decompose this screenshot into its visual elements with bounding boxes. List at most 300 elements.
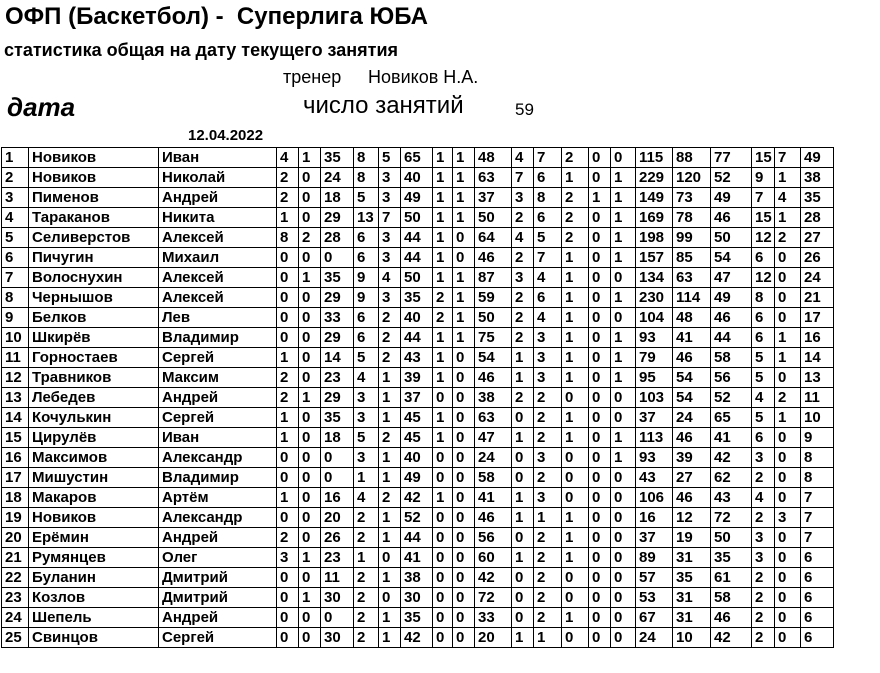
stat-cell[interactable]: 1 [611,428,636,448]
stat-cell[interactable]: 0 [299,608,321,628]
stat-cell[interactable]: 0 [775,548,801,568]
stat-cell[interactable]: 2 [512,248,534,268]
stat-cell[interactable]: 30 [321,588,354,608]
stat-cell[interactable]: 0 [775,368,801,388]
row-number-cell[interactable]: 4 [2,208,29,228]
stat-cell[interactable]: 1 [433,228,453,248]
stat-cell[interactable]: 0 [775,268,801,288]
stat-cell[interactable]: 0 [611,568,636,588]
row-number-cell[interactable]: 8 [2,288,29,308]
stat-cell[interactable]: 44 [401,248,433,268]
row-number-cell[interactable]: 21 [2,548,29,568]
stat-cell[interactable]: 3 [354,448,379,468]
stat-cell[interactable]: 43 [401,348,433,368]
stat-cell[interactable]: 35 [321,408,354,428]
stat-cell[interactable]: 2 [775,388,801,408]
last-name-cell[interactable]: Волоснухин [29,268,159,288]
stat-cell[interactable]: 2 [534,548,562,568]
row-number-cell[interactable]: 5 [2,228,29,248]
stat-cell[interactable]: 0 [433,548,453,568]
stat-cell[interactable]: 0 [775,488,801,508]
stat-cell[interactable]: 79 [636,348,673,368]
stat-cell[interactable]: 41 [711,428,752,448]
stat-cell[interactable]: 12 [752,228,775,248]
stat-cell[interactable]: 0 [453,388,475,408]
stat-cell[interactable]: 0 [589,228,611,248]
stat-cell[interactable]: 0 [775,568,801,588]
last-name-cell[interactable]: Цирулёв [29,428,159,448]
stat-cell[interactable]: 1 [534,628,562,648]
last-name-cell[interactable]: Горностаев [29,348,159,368]
last-name-cell[interactable]: Максимов [29,448,159,468]
stat-cell[interactable]: 61 [711,568,752,588]
stat-cell[interactable]: 0 [453,488,475,508]
stat-cell[interactable]: 0 [562,628,589,648]
stat-cell[interactable]: 49 [401,468,433,488]
stat-cell[interactable]: 39 [401,368,433,388]
stat-cell[interactable]: 52 [711,168,752,188]
stat-cell[interactable]: 7 [512,168,534,188]
stat-cell[interactable]: 48 [673,308,711,328]
stat-cell[interactable]: 4 [354,488,379,508]
stat-cell[interactable]: 114 [673,288,711,308]
stat-cell[interactable]: 1 [379,568,401,588]
stat-cell[interactable]: 65 [401,148,433,168]
stat-cell[interactable]: 9 [354,268,379,288]
stat-cell[interactable]: 0 [321,248,354,268]
stat-cell[interactable]: 3 [534,368,562,388]
stat-cell[interactable]: 44 [401,228,433,248]
stat-cell[interactable]: 31 [673,608,711,628]
stat-cell[interactable]: 1 [512,428,534,448]
stat-cell[interactable]: 0 [321,608,354,628]
stat-cell[interactable]: 50 [475,208,512,228]
stat-cell[interactable]: 9 [354,288,379,308]
stat-cell[interactable]: 1 [453,328,475,348]
stat-cell[interactable]: 1 [453,188,475,208]
stat-cell[interactable]: 0 [775,628,801,648]
stat-cell[interactable]: 58 [475,468,512,488]
stat-cell[interactable]: 0 [589,288,611,308]
stat-cell[interactable]: 0 [775,468,801,488]
stat-cell[interactable]: 2 [433,308,453,328]
stat-cell[interactable]: 2 [752,568,775,588]
stat-cell[interactable]: 24 [636,628,673,648]
stat-cell[interactable]: 0 [379,588,401,608]
stat-cell[interactable]: 8 [277,228,299,248]
stat-cell[interactable]: 6 [752,248,775,268]
stat-cell[interactable]: 6 [801,608,834,628]
last-name-cell[interactable]: Селиверстов [29,228,159,248]
stat-cell[interactable]: 2 [433,288,453,308]
stat-cell[interactable]: 0 [589,388,611,408]
stat-cell[interactable]: 75 [475,328,512,348]
stat-cell[interactable]: 0 [512,528,534,548]
stat-cell[interactable]: 29 [321,328,354,348]
stat-cell[interactable]: 1 [562,428,589,448]
row-number-cell[interactable]: 16 [2,448,29,468]
stat-cell[interactable]: 44 [401,328,433,348]
first-name-cell[interactable]: Алексей [159,228,277,248]
stat-cell[interactable]: 2 [277,188,299,208]
last-name-cell[interactable]: Белков [29,308,159,328]
stat-cell[interactable]: 2 [512,308,534,328]
stat-cell[interactable]: 0 [277,608,299,628]
stat-cell[interactable]: 35 [401,288,433,308]
stat-cell[interactable]: 15 [752,208,775,228]
stat-cell[interactable]: 52 [401,508,433,528]
stat-cell[interactable]: 0 [589,248,611,268]
stat-cell[interactable]: 4 [752,388,775,408]
stat-cell[interactable]: 0 [512,468,534,488]
stat-cell[interactable]: 0 [589,628,611,648]
stat-cell[interactable]: 2 [562,148,589,168]
last-name-cell[interactable]: Буланин [29,568,159,588]
stat-cell[interactable]: 6 [801,568,834,588]
first-name-cell[interactable]: Артём [159,488,277,508]
stat-cell[interactable]: 1 [379,368,401,388]
row-number-cell[interactable]: 14 [2,408,29,428]
row-number-cell[interactable]: 12 [2,368,29,388]
stat-cell[interactable]: 2 [562,208,589,228]
stat-cell[interactable]: 46 [475,248,512,268]
stat-cell[interactable]: 198 [636,228,673,248]
stat-cell[interactable]: 38 [401,568,433,588]
stat-cell[interactable]: 5 [354,188,379,208]
stat-cell[interactable]: 1 [512,628,534,648]
stat-cell[interactable]: 35 [321,148,354,168]
stat-cell[interactable]: 2 [562,188,589,208]
stat-cell[interactable]: 37 [475,188,512,208]
row-number-cell[interactable]: 7 [2,268,29,288]
stat-cell[interactable]: 60 [475,548,512,568]
stat-cell[interactable]: 54 [673,368,711,388]
stat-cell[interactable]: 7 [775,148,801,168]
stat-cell[interactable]: 1 [277,348,299,368]
stat-cell[interactable]: 1 [562,368,589,388]
first-name-cell[interactable]: Андрей [159,528,277,548]
stat-cell[interactable]: 1 [775,328,801,348]
stat-cell[interactable]: 2 [534,528,562,548]
row-number-cell[interactable]: 10 [2,328,29,348]
stat-cell[interactable]: 1 [433,188,453,208]
stat-cell[interactable]: 0 [453,248,475,268]
stat-cell[interactable]: 1 [379,528,401,548]
stat-cell[interactable]: 87 [475,268,512,288]
stat-cell[interactable]: 1 [775,408,801,428]
stat-cell[interactable]: 2 [534,428,562,448]
stat-cell[interactable]: 6 [752,308,775,328]
stat-cell[interactable]: 1 [299,388,321,408]
stat-cell[interactable]: 15 [752,148,775,168]
stat-cell[interactable]: 1 [277,428,299,448]
stat-cell[interactable]: 14 [321,348,354,368]
stat-cell[interactable]: 1 [433,148,453,168]
stat-cell[interactable]: 16 [321,488,354,508]
stat-cell[interactable]: 2 [752,468,775,488]
stat-cell[interactable]: 0 [562,388,589,408]
stat-cell[interactable]: 1 [775,348,801,368]
stat-cell[interactable]: 54 [711,248,752,268]
stat-cell[interactable]: 5 [752,348,775,368]
stat-cell[interactable]: 1 [562,328,589,348]
stat-cell[interactable]: 2 [534,388,562,408]
first-name-cell[interactable]: Владимир [159,468,277,488]
stat-cell[interactable]: 72 [475,588,512,608]
stat-cell[interactable]: 46 [475,368,512,388]
stat-cell[interactable]: 1 [433,428,453,448]
stat-cell[interactable]: 37 [401,388,433,408]
stat-cell[interactable]: 16 [636,508,673,528]
stat-cell[interactable]: 0 [775,528,801,548]
stat-cell[interactable]: 0 [453,628,475,648]
stat-cell[interactable]: 2 [354,608,379,628]
stat-cell[interactable]: 0 [321,448,354,468]
stat-cell[interactable]: 7 [801,488,834,508]
stat-cell[interactable]: 2 [534,588,562,608]
stat-cell[interactable]: 6 [534,208,562,228]
stat-cell[interactable]: 30 [401,588,433,608]
stat-cell[interactable]: 48 [475,148,512,168]
stat-cell[interactable]: 113 [636,428,673,448]
first-name-cell[interactable]: Андрей [159,388,277,408]
stat-cell[interactable]: 0 [611,308,636,328]
stat-cell[interactable]: 0 [299,508,321,528]
stat-cell[interactable]: 5 [534,228,562,248]
stat-cell[interactable]: 6 [801,628,834,648]
stat-cell[interactable]: 1 [433,168,453,188]
stat-cell[interactable]: 29 [321,208,354,228]
stat-cell[interactable]: 17 [801,308,834,328]
stat-cell[interactable]: 42 [711,628,752,648]
stat-cell[interactable]: 0 [611,588,636,608]
stat-cell[interactable]: 24 [673,408,711,428]
stat-cell[interactable]: 85 [673,248,711,268]
stat-cell[interactable]: 95 [636,368,673,388]
stat-cell[interactable]: 0 [611,388,636,408]
stat-cell[interactable]: 1 [562,168,589,188]
stat-cell[interactable]: 4 [379,268,401,288]
stat-cell[interactable]: 9 [801,428,834,448]
stat-cell[interactable]: 1 [299,588,321,608]
stat-cell[interactable]: 3 [379,188,401,208]
stat-cell[interactable]: 13 [354,208,379,228]
first-name-cell[interactable]: Олег [159,548,277,568]
stat-cell[interactable]: 1 [512,488,534,508]
stat-cell[interactable]: 104 [636,308,673,328]
stat-cell[interactable]: 2 [379,428,401,448]
stat-cell[interactable]: 62 [711,468,752,488]
stat-cell[interactable]: 46 [475,508,512,528]
stat-cell[interactable]: 28 [801,208,834,228]
stat-cell[interactable]: 35 [801,188,834,208]
stat-cell[interactable]: 3 [752,528,775,548]
stat-cell[interactable]: 4 [512,228,534,248]
stat-cell[interactable]: 3 [775,508,801,528]
stat-cell[interactable]: 2 [752,508,775,528]
stat-cell[interactable]: 0 [277,588,299,608]
first-name-cell[interactable]: Сергей [159,408,277,428]
stat-cell[interactable]: 0 [277,308,299,328]
stat-cell[interactable]: 0 [379,548,401,568]
stat-cell[interactable]: 3 [277,548,299,568]
stat-cell[interactable]: 1 [277,208,299,228]
first-name-cell[interactable]: Владимир [159,328,277,348]
last-name-cell[interactable]: Пименов [29,188,159,208]
last-name-cell[interactable]: Новиков [29,508,159,528]
last-name-cell[interactable]: Кочулькин [29,408,159,428]
stat-cell[interactable]: 1 [611,368,636,388]
last-name-cell[interactable]: Ерёмин [29,528,159,548]
stat-cell[interactable]: 6 [354,328,379,348]
stat-cell[interactable]: 8 [534,188,562,208]
last-name-cell[interactable]: Новиков [29,168,159,188]
stat-cell[interactable]: 0 [277,568,299,588]
stat-cell[interactable]: 45 [401,408,433,428]
stat-cell[interactable]: 0 [299,468,321,488]
stat-cell[interactable]: 0 [775,448,801,468]
stat-cell[interactable]: 0 [589,588,611,608]
stat-cell[interactable]: 2 [354,508,379,528]
stat-cell[interactable]: 24 [801,268,834,288]
stat-cell[interactable]: 50 [711,228,752,248]
stat-cell[interactable]: 1 [453,268,475,288]
stat-cell[interactable]: 5 [752,408,775,428]
stat-cell[interactable]: 46 [673,428,711,448]
last-name-cell[interactable]: Лебедев [29,388,159,408]
stat-cell[interactable]: 20 [475,628,512,648]
stat-cell[interactable]: 40 [401,308,433,328]
stat-cell[interactable]: 0 [433,468,453,488]
stat-cell[interactable]: 0 [611,408,636,428]
stat-cell[interactable]: 0 [299,528,321,548]
stat-cell[interactable]: 1 [562,548,589,568]
last-name-cell[interactable]: Травников [29,368,159,388]
last-name-cell[interactable]: Макаров [29,488,159,508]
stat-cell[interactable]: 30 [321,628,354,648]
stat-cell[interactable]: 0 [433,568,453,588]
stat-cell[interactable]: 1 [589,188,611,208]
stat-cell[interactable]: 49 [711,188,752,208]
stat-cell[interactable]: 0 [277,508,299,528]
stat-cell[interactable]: 23 [321,368,354,388]
stat-cell[interactable]: 1 [433,328,453,348]
first-name-cell[interactable]: Андрей [159,608,277,628]
stat-cell[interactable]: 8 [752,288,775,308]
stat-cell[interactable]: 0 [433,608,453,628]
stat-cell[interactable]: 1 [433,248,453,268]
stat-cell[interactable]: 3 [379,288,401,308]
stat-cell[interactable]: 12 [673,508,711,528]
stat-cell[interactable]: 0 [775,608,801,628]
stat-cell[interactable]: 31 [673,548,711,568]
stat-cell[interactable]: 56 [475,528,512,548]
last-name-cell[interactable]: Чернышов [29,288,159,308]
stat-cell[interactable]: 1 [512,508,534,528]
stat-cell[interactable]: 0 [453,348,475,368]
stat-cell[interactable]: 1 [433,408,453,428]
stat-cell[interactable]: 6 [801,588,834,608]
stat-cell[interactable]: 4 [752,488,775,508]
stat-cell[interactable]: 0 [512,568,534,588]
stat-cell[interactable]: 2 [752,588,775,608]
stat-cell[interactable]: 1 [512,368,534,388]
stat-cell[interactable]: 0 [775,428,801,448]
stat-cell[interactable]: 0 [562,488,589,508]
last-name-cell[interactable]: Свинцов [29,628,159,648]
stat-cell[interactable]: 7 [752,188,775,208]
stat-cell[interactable]: 35 [711,548,752,568]
stat-cell[interactable]: 2 [379,308,401,328]
stat-cell[interactable]: 0 [299,328,321,348]
last-name-cell[interactable]: Шкирёв [29,328,159,348]
stat-cell[interactable]: 18 [321,188,354,208]
stat-cell[interactable]: 54 [673,388,711,408]
stat-cell[interactable]: 0 [562,588,589,608]
stat-cell[interactable]: 24 [475,448,512,468]
row-number-cell[interactable]: 13 [2,388,29,408]
stat-cell[interactable]: 4 [354,368,379,388]
stat-cell[interactable]: 0 [589,168,611,188]
stat-cell[interactable]: 0 [589,508,611,528]
stat-cell[interactable]: 16 [801,328,834,348]
stat-cell[interactable]: 0 [611,468,636,488]
first-name-cell[interactable]: Алексей [159,268,277,288]
stat-cell[interactable]: 0 [611,548,636,568]
stat-cell[interactable]: 1 [775,168,801,188]
stat-cell[interactable]: 0 [453,468,475,488]
stat-cell[interactable]: 0 [589,208,611,228]
stat-cell[interactable]: 0 [512,448,534,468]
stat-cell[interactable]: 1 [379,608,401,628]
stat-cell[interactable]: 3 [512,268,534,288]
stat-cell[interactable]: 78 [673,208,711,228]
stat-cell[interactable]: 6 [354,308,379,328]
stat-cell[interactable]: 0 [453,228,475,248]
stat-cell[interactable]: 2 [534,568,562,588]
stat-cell[interactable]: 0 [611,488,636,508]
stat-cell[interactable]: 49 [711,288,752,308]
stat-cell[interactable]: 0 [299,568,321,588]
stat-cell[interactable]: 38 [475,388,512,408]
first-name-cell[interactable]: Иван [159,148,277,168]
stat-cell[interactable]: 3 [534,328,562,348]
row-number-cell[interactable]: 22 [2,568,29,588]
last-name-cell[interactable]: Румянцев [29,548,159,568]
stat-cell[interactable]: 42 [711,448,752,468]
stat-cell[interactable]: 46 [673,348,711,368]
row-number-cell[interactable]: 1 [2,148,29,168]
stat-cell[interactable]: 0 [299,488,321,508]
stat-cell[interactable]: 0 [611,628,636,648]
stat-cell[interactable]: 93 [636,328,673,348]
stat-cell[interactable]: 1 [433,208,453,228]
stat-cell[interactable]: 0 [277,448,299,468]
stat-cell[interactable]: 88 [673,148,711,168]
stat-cell[interactable]: 1 [562,528,589,548]
stat-cell[interactable]: 0 [277,248,299,268]
stat-cell[interactable]: 0 [453,528,475,548]
stat-cell[interactable]: 8 [801,448,834,468]
stat-cell[interactable]: 38 [801,168,834,188]
stat-cell[interactable]: 0 [775,308,801,328]
stat-cell[interactable]: 2 [379,348,401,368]
stat-cell[interactable]: 56 [711,368,752,388]
stat-cell[interactable]: 4 [534,268,562,288]
stat-cell[interactable]: 1 [611,348,636,368]
stat-cell[interactable]: 3 [534,488,562,508]
stat-cell[interactable]: 99 [673,228,711,248]
